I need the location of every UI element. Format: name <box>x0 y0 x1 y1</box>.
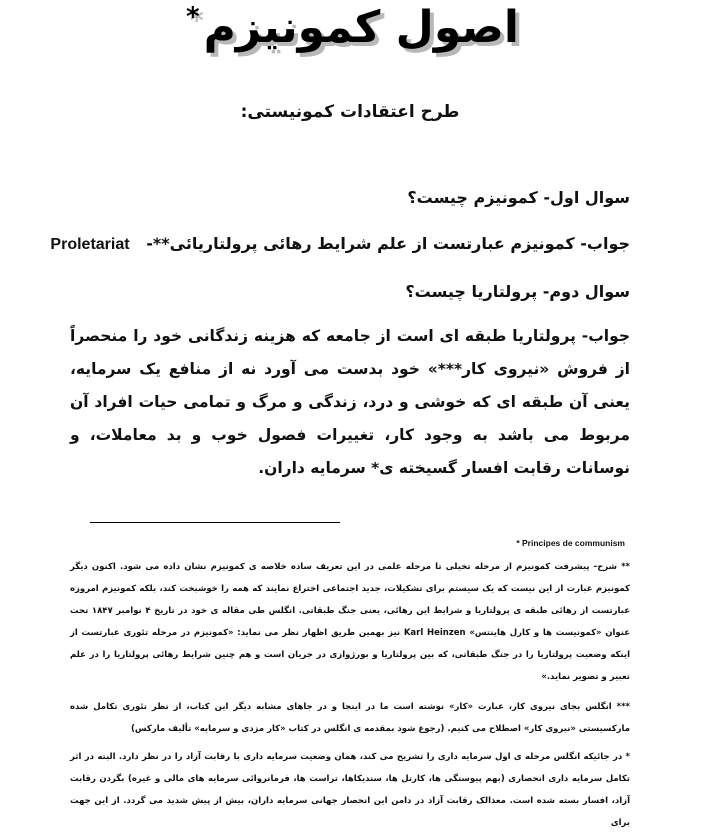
answer-1-text: جواب- کمونیزم عبارتست از علم شرایط رهائی پرولتاریائی**- <box>146 234 630 253</box>
footnote-separator <box>90 522 340 523</box>
document-title <box>0 2 705 53</box>
footnote-source-reference: * Principes de communism <box>516 538 625 548</box>
footnotes-block <box>70 538 630 834</box>
title-text: اصول کمونیزم <box>203 2 520 53</box>
answer-2-paragraph: جواب- پرولتاریا طبقه ای است از جامعه که هزینه زندگانی خود را منحصراً از فروش «نیروی کار***» خود بدست می آورد نه از منافع یک سرمایه، یعنی آن طبقه ای که خوشی و درد، زندگی و مرگ و تمامی حیات افراد آن مربوط می باشد به وجود کار، تغییرات فصول خوب و بد معاملات، و نوسانات رقابت افسار گسیخته ی* سرمایه داران. <box>70 327 630 477</box>
footnote-3: * در جائیکه انگلس مرحله ی اول سرمایه داری را تشریح می کند، همان وضعیت سرمایه داری با رقابت آزاد را در نظر دارد. البته در اثر تکامل سرمایه داری انحصاری (بهم پیوستگی ها، کارتل ها، سندیکاها، تراست ها، فرمانروائی سرمایه های مالی و غیره) بگردن رقابت آزاد، افسار بسته شده است. معذالک رقابت آزاد در دامن این انحصار جهانی سرمایه داران، بیش از پیش شدید می گردد. از این جهت برای <box>70 752 630 828</box>
section-subtitle: طرح اعتقادات کمونیستی: <box>240 102 460 122</box>
question-1: سوال اول- کمونیزم چیست؟ <box>407 188 630 207</box>
footnote-2: *** انگلس بجای نیروی کار، عبارت «کار» نوشته است ما در اینجا و در جاهای مشابه دیگر این کتاب، از نظر تئوری تکامل شده مارکسیستی «نیروی کار» اصطلاح می کنیم. (رجوع شود بمقدمه ی انگلس در کتاب «کار مزدی و سرمایه» تألیف مارکس) <box>70 702 630 734</box>
question-2: سوال دوم- پرولتاریا چیست؟ <box>405 282 630 301</box>
answer-1-latin-term: Proletariat <box>50 236 130 253</box>
answer-1 <box>50 234 630 254</box>
footnote-1: ** شرح- پیشرفت کمونیزم از مرحله تخیلی تا مرحله علمی در این تعریف ساده خلاصه ی کمونیزم نشان داده می شود. اکنون دیگر کمونیزم عبارت از این نیست که یک سیستم برای تشکیلات، جدید اجتماعی اختراع نمایند که همه را خوشبخت کند، بلکه کمونیزم امروزه عبارتست از رهائی طبقه ی پرولتاریا و شرایط این رهائی، یعنی جنگ طبقاتی. انگلس طی مقاله ی خود در تاریخ ۴ نوامبر ۱۸۴۷ تحت عنوان «کمونیست ها و کارل هاینتس» Karl Heinzen نیز بهمین طریق اظهار نظر می نماید: «کمونیزم در مرحله تئوری عبارتست از اینکه وضعیت پرولتاریا را در جنگ طبقاتی، که بین پرولتاریا و بورژوازی در جریان است و هم چنین شرایط رهائی پرولتاریا را در علم تعبیر و تصویر نماید.» <box>70 562 631 682</box>
title-footnote-mark: * <box>185 2 200 32</box>
